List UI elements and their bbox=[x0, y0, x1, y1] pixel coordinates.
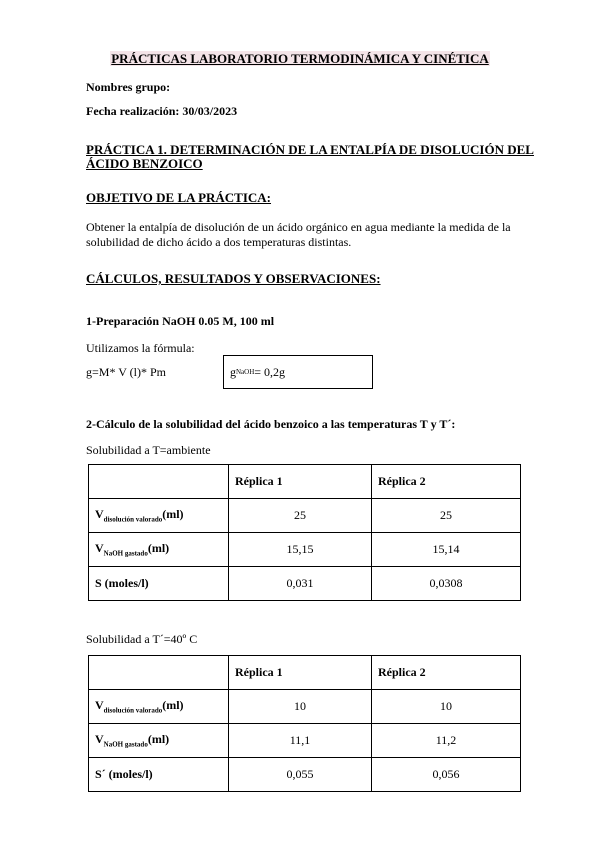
table-row bbox=[89, 533, 521, 567]
table-header-empty bbox=[89, 656, 229, 690]
col-header-replica1: Réplica 1 bbox=[229, 465, 372, 499]
formula-text: g=M* V (l)* Pm bbox=[86, 365, 167, 379]
table-header-row bbox=[89, 656, 521, 690]
cell-value: 25 bbox=[229, 499, 372, 533]
row-label-s: S (moles/l) bbox=[89, 567, 229, 601]
group-names-label: Nombres grupo: bbox=[86, 80, 171, 94]
date-label: Fecha realización: 30/03/2023 bbox=[86, 104, 238, 118]
row-label-s-prime: S´ (moles/l) bbox=[89, 758, 229, 792]
table-row bbox=[89, 724, 521, 758]
cell-value: 11,2 bbox=[372, 724, 521, 758]
formula-intro: Utilizamos la fórmula: bbox=[86, 341, 195, 355]
results-heading: CÁLCULOS, RESULTADOS Y OBSERVACIONES: bbox=[86, 271, 381, 286]
step2-heading: 2-Cálculo de la solubilidad del ácido benzoico a las temperaturas T y T´: bbox=[86, 417, 456, 431]
col-header-replica2: Réplica 2 bbox=[372, 465, 521, 499]
cell-value: 0,055 bbox=[229, 758, 372, 792]
col-header-replica2: Réplica 2 bbox=[372, 656, 521, 690]
result-sub: NaOH bbox=[236, 368, 255, 376]
table-row bbox=[89, 690, 521, 724]
practice-title-line2: ÁCIDO BENZOICO bbox=[86, 156, 203, 171]
cell-value: 15,14 bbox=[372, 533, 521, 567]
table-row bbox=[89, 567, 521, 601]
table-header-row bbox=[89, 465, 521, 499]
solubility-table-ambient bbox=[88, 464, 521, 601]
solubility-table-40c bbox=[88, 655, 521, 792]
result-value: = 0,2g bbox=[254, 364, 286, 379]
col-header-replica1: Réplica 1 bbox=[229, 656, 372, 690]
table-row bbox=[89, 758, 521, 792]
cell-value: 0,031 bbox=[229, 567, 372, 601]
objective-line2: solubilidad de dicho ácido a dos temperaturas distintas. bbox=[86, 235, 352, 249]
cell-value: 25 bbox=[372, 499, 521, 533]
cell-value: 0,0308 bbox=[372, 567, 521, 601]
cell-value: 11,1 bbox=[229, 724, 372, 758]
objective-heading: OBJETIVO DE LA PRÁCTICA: bbox=[86, 190, 272, 205]
row-label-v-naoh: $V_{NaOH gastado}(ml)$ bbox=[89, 724, 229, 758]
table2-caption: Solubilidad a T´=40º C bbox=[86, 632, 198, 646]
practice-title-line1: PRÁCTICA 1. DETERMINACIÓN DE LA ENTALPÍA DE DISOLUCIÓN DEL bbox=[86, 142, 534, 157]
objective-line1: Obtener la entalpía de disolución de un ácido orgánico en agua mediante la medida de la bbox=[86, 220, 511, 234]
result-g: g bbox=[230, 364, 236, 379]
cell-value: 10 bbox=[372, 690, 521, 724]
table1-caption: Solubilidad a T=ambiente bbox=[86, 443, 211, 457]
result-box bbox=[223, 355, 373, 389]
cell-value: 15,15 bbox=[229, 533, 372, 567]
cell-value: 10 bbox=[229, 690, 372, 724]
row-label-v-disolucion: $V_{disolución valorado}(ml)$ bbox=[89, 499, 229, 533]
cell-value: 0,056 bbox=[372, 758, 521, 792]
row-label-v-disolucion: $V_{disolución valorado}(ml)$ bbox=[89, 690, 229, 724]
table-header-empty bbox=[89, 465, 229, 499]
row-label-v-naoh: $V_{NaOH gastado}(ml)$ bbox=[89, 533, 229, 567]
step1-heading: 1-Preparación NaOH 0.05 M, 100 ml bbox=[86, 314, 275, 328]
document-title: PRÁCTICAS LABORATORIO TERMODINÁMICA Y CINÉTICA bbox=[111, 51, 489, 66]
table-row bbox=[89, 499, 521, 533]
